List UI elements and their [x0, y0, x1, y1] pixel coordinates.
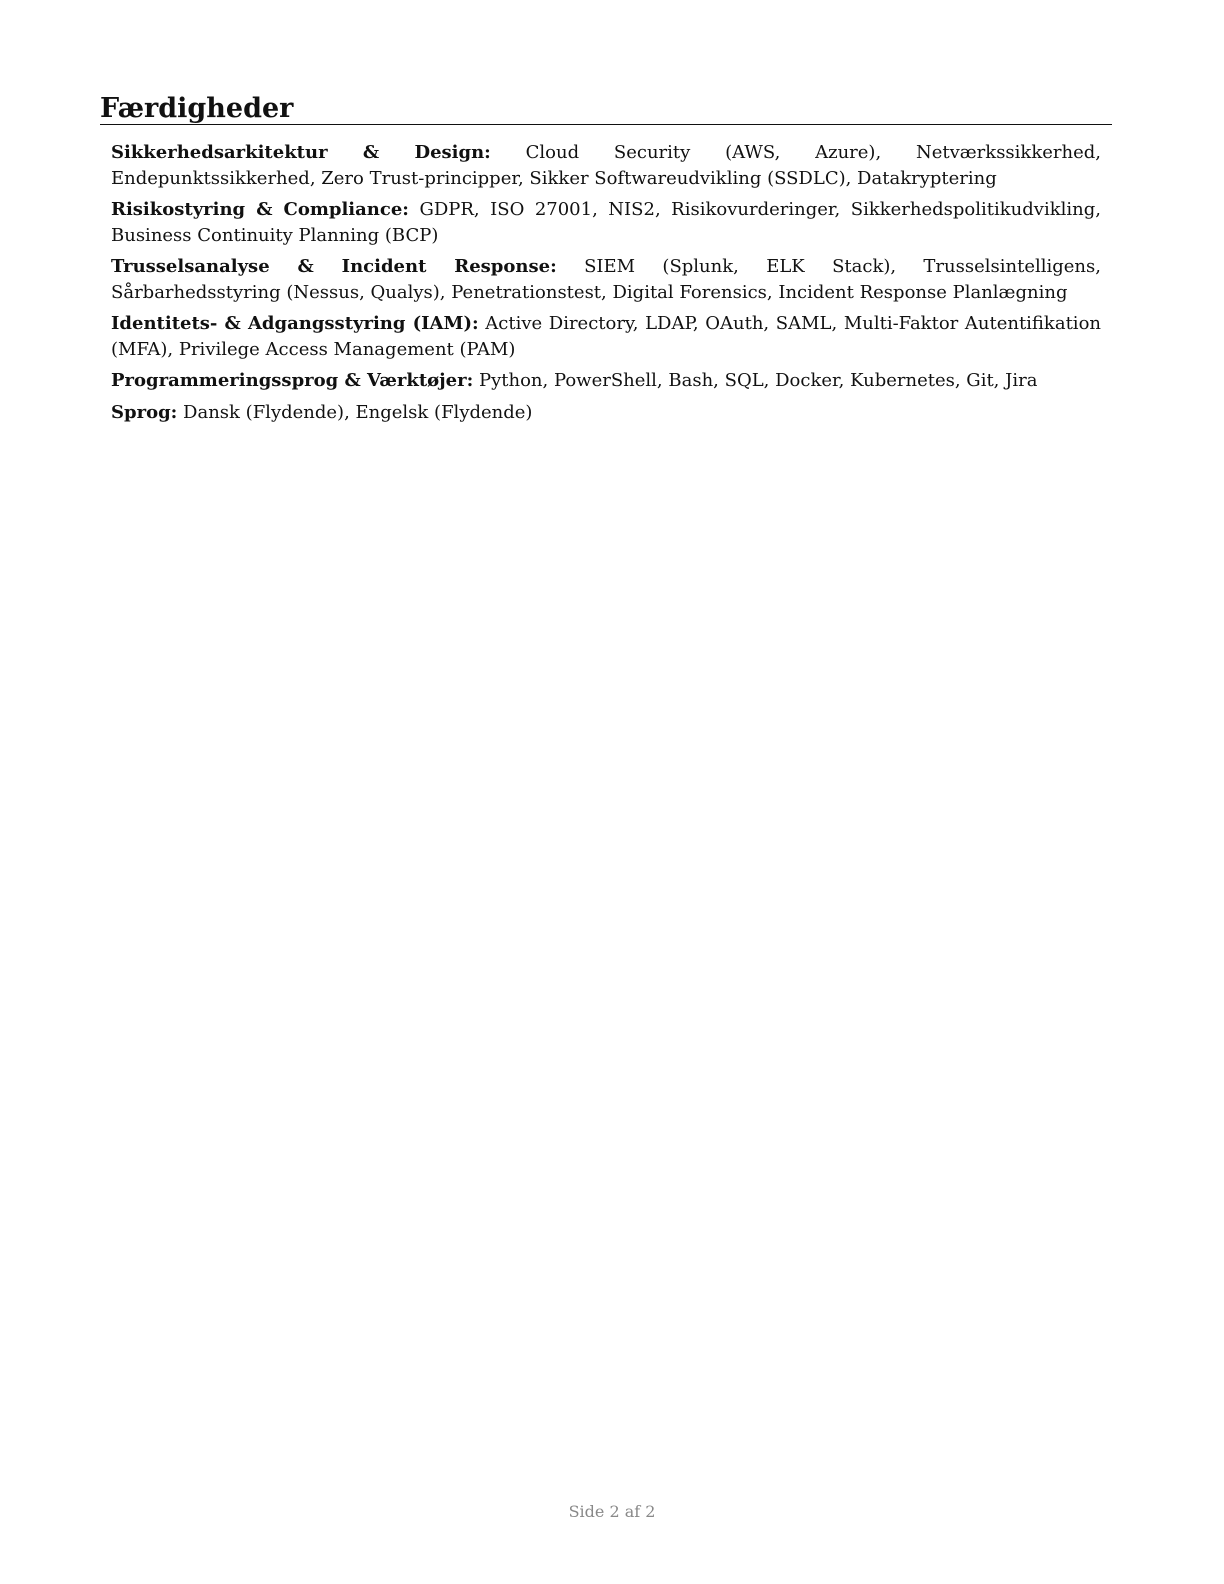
skill-text: Dansk (Flydende), Engelsk (Flydende) [183, 401, 533, 423]
skill-text: Python, PowerShell, Bash, SQL, Docker, Kubernetes, Git, Jira [478, 370, 1038, 391]
skill-item-risk-compliance [111, 197, 1101, 248]
skill-item-identity-access [111, 311, 1101, 362]
page-number-footer: Side 2 af 2 [568, 1502, 656, 1521]
heading-rule [100, 124, 1112, 125]
skill-item-programming-tools [111, 368, 1101, 394]
skill-text: Cloud Security (AWS, Azure), Netværkssikkerhed, Endepunktssikkerhed, Zero Trust-principper, Sikker Softwareudvikling (SSDLC), Datakryptering [111, 142, 1101, 189]
skill-label: Programmeringssprog & Værktøjer: [111, 370, 474, 391]
skill-label: Identitets- & Adgangsstyring (IAM): [111, 313, 479, 334]
skill-label: Sprog: [111, 401, 178, 423]
skill-item-threat-analysis [111, 254, 1101, 305]
skill-text: SIEM (Splunk, ELK Stack), Trusselsintelligens, Sårbarhedsstyring (Nessus, Qualys), Penetrationstest, Digital Forensics, Incident Response Planlægning [111, 256, 1101, 303]
skill-label: Risikostyring & Compliance: [111, 199, 409, 220]
section-heading-skills: Færdigheder [100, 93, 294, 124]
skill-text: Active Directory, LDAP, OAuth, SAML, Multi-Faktor Autentifikation (MFA), Privilege Access Management (PAM) [111, 313, 1101, 360]
skill-label: Sikkerhedsarkitektur & Design: [111, 142, 491, 163]
skill-item-security-architecture [111, 140, 1101, 191]
skills-list [111, 140, 1101, 431]
skill-text: GDPR, ISO 27001, NIS2, Risikovurderinger, Sikkerhedspolitikudvikling, Business Continuity Planning (BCP) [111, 199, 1101, 246]
skill-item-languages [111, 400, 1101, 426]
skill-label: Trusselsanalyse & Incident Response: [111, 256, 557, 277]
